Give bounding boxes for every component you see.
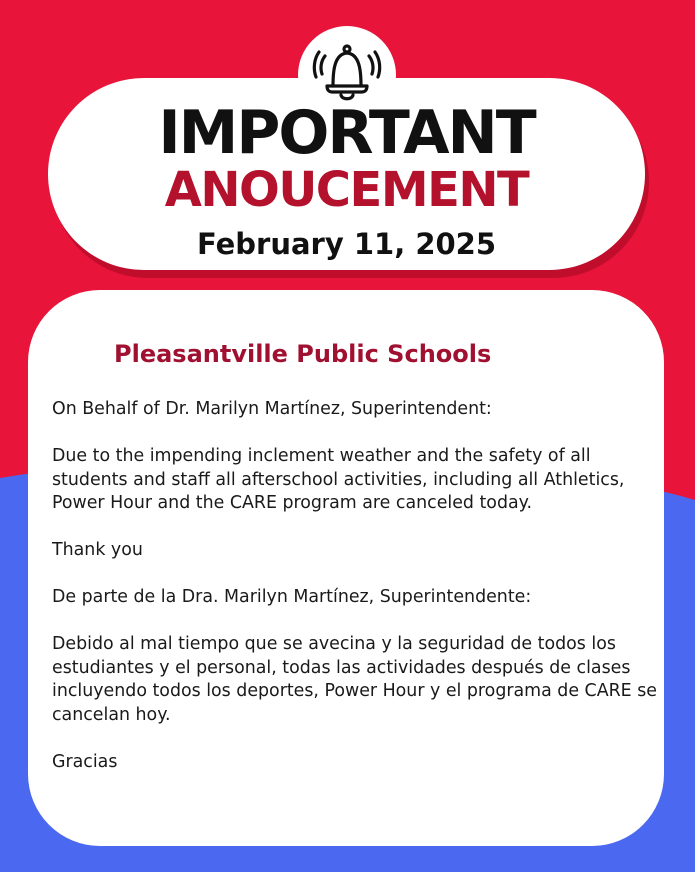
greeting-spanish: De parte de la Dra. Marilyn Martínez, Superintendente: <box>52 587 532 607</box>
greeting-english: On Behalf of Dr. Marilyn Martínez, Superintendent: <box>52 399 492 419</box>
announcement-date: February 11, 2025 <box>196 227 497 261</box>
title-announcement: ANOUCEMENT <box>164 162 529 218</box>
closing-english: Thank you <box>52 540 143 560</box>
closing-spanish: Gracias <box>52 751 118 772</box>
title-important: IMPORTANT <box>158 98 535 168</box>
bell-ringing-icon <box>312 40 382 106</box>
notice-english: Due to the impending inclement weather and the safety of all students and staff all afterschool activities, including all Athletics, Power Hour and the CARE program are canceled today. <box>52 446 625 513</box>
school-name: Pleasantville Public Schools <box>114 340 492 368</box>
message-body <box>52 398 662 774</box>
notice-spanish: Debido al mal tiempo que se avecina y la seguridad de todos los estudiantes y el personal, todas las actividades después de clases incluyendo todos los deportes, Power Hour y el programa de CARE se cancelan hoy. <box>52 634 657 725</box>
